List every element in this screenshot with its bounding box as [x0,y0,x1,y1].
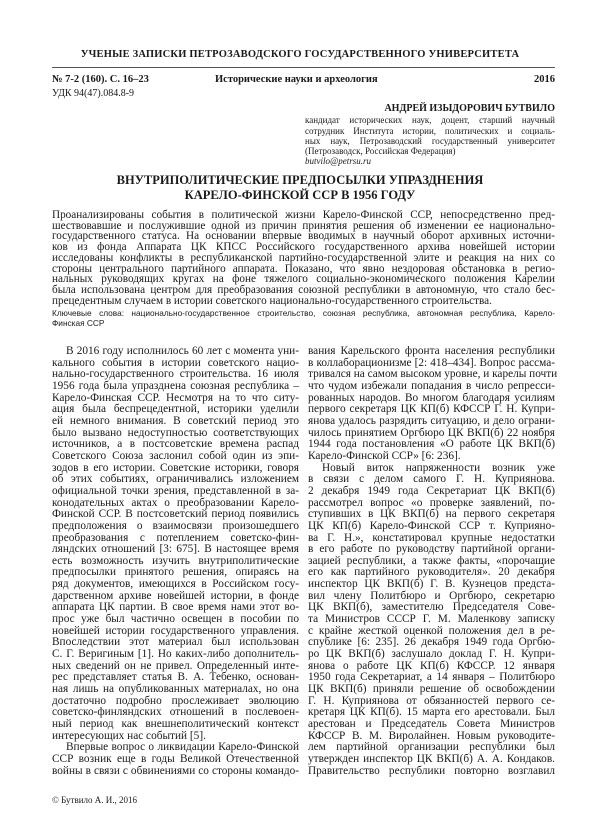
paragraph-line: ро ЦК ВКП(б) заслушало доклад Г. Н. Купри- [308,648,555,661]
paragraph-line: предположения о взаимосвязи произошедшего [52,519,299,532]
abstract-line: нальных руководящих кругах на фоне тяжелого социально-экономического положения Карелии [52,273,555,286]
author-affiliation-line: сотрудник Института истории, политических и социаль- [305,125,555,136]
header-divider [52,67,555,68]
abstract-line: прецедентным случаем в истории советского национально-государственного строительства. [52,294,492,307]
paragraph-line: в коллаборационизме [2: 418–434]. Вопрос рассма- [308,356,555,369]
paragraph-line: Финской ССР. В постсоветский период появились [52,508,299,521]
paragraph-line: ряд документов, имеющихся в Российском госу- [52,578,299,591]
paragraph-line: арестован и Председатель Совета Министров [308,718,555,730]
paragraph-line: прос уже был частично освещен в пособии по [52,613,299,626]
paragraph-line: ступивших в ЦК ВКП(б) на первого секретаря [308,508,555,521]
abstract-line: была использована центром для преобразования союзной республики в автономную, что стало бес- [52,283,555,296]
abstract-line: стороны центрального партийного аппарата. Показано, что явно нездоровая обстановка в регио- [52,262,555,275]
journal-title: УЧЕНЫЕ ЗАПИСКИ ПЕТРОЗАВОДСКОГО ГОСУДАРСТВЕННОГО УНИВЕРСИТЕТА [80,49,520,60]
paragraph-line: ей немного внимания. В советский период это [52,414,299,427]
paragraph-line: предпосылки принятого решения, опираясь на [52,566,299,579]
issue-info: № 7-2 (160). С. 16–23 [52,74,149,85]
keywords-line: Финская ССР [52,318,105,328]
paragraph-line: Новый виток напряженности возник уже [322,461,555,474]
body-column-left [52,346,299,777]
author-affiliation-line: кандидат исторических наук, доцент, старший научный [305,115,555,126]
article-title-line: ВНУТРИПОЛИТИЧЕСКИЕ ПРЕДПОСЫЛКИ УПРАЗДНЕНИЯ [116,173,484,187]
paragraph-line: интересующих нас событий [5]. [52,729,206,742]
paragraph-line: его как партийного руководителя». 20 декабря [308,566,555,579]
paragraph-line: в его работе по руководству партийной органи- [308,543,555,556]
paragraph-line: ЦК ВКП(б), заместителю Председателя Сове- [308,601,555,614]
paragraph-line: аппарата ЦК партии. В свое время нами этот во- [52,601,299,614]
paragraph-line: та Министров СССР Г. М. Маленкову записку [308,613,555,626]
paragraph-line: достаточно подробно прослеживает эволюцию [52,694,299,707]
paragraph-line: рассмотрел вопрос «о проверке заявлений, по- [308,496,555,509]
paragraph-line: ЦК КП(б) Карело-Финской ССР т. Куприяно- [308,519,555,532]
paragraph-line: с крайне жесткой оценкой положения дел в ре- [308,624,555,637]
paragraph-line: в связи с делом самого Г. Н. Куприянова. [308,473,555,486]
paragraph-line: есть возможность изучить внутриполитические [52,554,299,567]
paragraph-line: официальной точки зрения, представленной в за- [52,484,299,497]
paragraph-line: первого секретаря ЦК КП(б) КФССР Г. Н. Купри- [308,403,555,416]
abstract-line: исследованы конфликты в республиканской партийно-государственной элите и реакция на них со [52,251,555,264]
section-name: Исторические науки и археология [215,74,378,85]
keywords [52,308,555,328]
paragraph-line: 1950 года Секретариат, а 14 января – Политбюро [308,671,555,684]
paragraph-line: ССР возник еще в годы Великой Отечественной [52,752,299,765]
paragraph-line: 1956 года была упразднена союзная республика – [52,379,299,392]
paragraph-line: Карело-Финской ССР» [6: 236]. [308,449,461,462]
paragraph-line: вания Карельского фронта населения республики [308,345,555,357]
paragraph-line: новейшей истории государственного управления. [52,624,299,637]
paragraph-line: кретаря ЦК КП(б). 15 марта его арестовали. Был [308,706,555,719]
paragraph-line: КФССР В. М. Виролайнен. Новым руководите- [308,729,555,742]
paragraph-line: рованных народов. Во многом благодаря усилиям [308,391,555,404]
paragraph-line: конодательных актах о преобразовании Карело- [52,496,299,509]
paragraph-line: 2 декабря 1949 года Секретариат ЦК ВКП(б) [308,484,555,497]
paragraph-line: чилось принятием Оргбюро ЦК ВКП(б) 22 ноября [308,426,555,439]
author-name: АНДРЕЙ ИЗЫДОРОВИЧ БУТВИЛО [384,103,555,114]
year: 2016 [534,74,555,85]
paragraph-line: преобразования с потеплением советско-фин- [52,531,299,544]
paragraph-line: лем партийной организации республики был [308,741,555,754]
abstract-line: шествовавшие и послужившие одной из причин принятия решения об изменении ее национально- [52,219,555,232]
paragraph-line: инспектор ЦК ВКП(б) Г. В. Кузнецов предста- [308,578,555,591]
author-affiliation-line: ных наук, Петрозаводский государственный университет [305,135,555,146]
paragraph-line: С. Г. Веригиным [1]. Но каких-либо дополнитель- [52,648,299,661]
author-email[interactable]: butvilo@petrsu.ru [305,156,372,167]
paragraph-line: Правительство республики повторно возглавил [308,764,555,777]
article-title-line: КАРЕЛО-ФИНСКОЙ ССР В 1956 ГОДУ [184,188,416,202]
author-affiliation-line: (Петрозаводск, Российская Федерация) [305,146,456,157]
paragraph-line: зодов в его истории. Советские историки, говоря [52,461,299,474]
paragraph-line: войны в связи с обвинениями со стороны командо- [52,764,299,777]
paragraph-line: утвержден инспектор ЦК ВКП(б) А. А. Кондаков. [308,752,555,765]
paragraph-line: янова о работе ЦК КП(б) КФССР. 12 января [308,659,555,672]
body-column-right [308,345,558,777]
abstract-line: Проанализированы события в политической жизни Карело-Финской ССР, непосредственно пред- [52,209,555,221]
paragraph-line: Карело-Финская ССР. Несмотря на то что ситу- [52,391,299,404]
paragraph-line: что чудом избежали попадания в число репресси- [308,379,555,392]
paragraph-line: зацией республики, а также факты, «порочащие [308,554,555,567]
paragraph-line: советско-финляндских отношений в послевоен- [52,706,299,719]
paragraph-line: Советского Союза заслонил собой один из эпи- [52,449,299,462]
author-block [305,104,555,167]
copyright: © Бутвило А. И., 2016 [52,795,138,805]
keywords-line: Ключевые слова: национально-государственное строительство, союзная республика, автономная республика, Карело- [52,308,555,318]
paragraph-line: 1944 года постановления «О работе ЦК ВКП(б) [308,438,555,451]
paragraph-line: ных сведений он не привел. Определенный инте- [52,659,299,672]
paragraph-line: Впервые вопрос о ликвидации Карело-Финской [66,741,299,754]
abstract-line: государственного статуса. На основании впервые вводимых в научный оборот архивных источни- [52,230,555,243]
paragraph-line: источников, а в постсоветские времена распад [52,438,299,451]
paragraph-line: ЦК ВКП(б) приняли решение об освобождении [308,683,555,696]
paragraph-line: янова удалось разрядить ситуацию, и дело ограни- [308,414,555,427]
paragraph-line: ва Г. Н.», констатировал крупные недостатки [308,531,555,544]
paragraph-line: В 2016 году исполнилось 60 лет с момента уни- [66,345,299,357]
abstract-line: ков из фонда Аппарата ЦК КПСС Российского государственного архива новейшей истории [52,241,555,254]
paragraph-line: об этих событиях, ограничивались изложением [52,473,299,486]
paragraph-line: ация была беспрецедентной, историки уделили [52,403,299,416]
paragraph-line: дарственном архиве новейшей истории, в фонде [52,589,299,602]
paragraph-line: тривался на самом высоком уровне, и карелы почти [308,368,558,381]
paragraph-line: Г. Н. Куприянова от обязанностей первого се- [308,694,555,707]
article-title [0,173,600,203]
udc-code: УДК 94(47).084.8-9 [52,88,135,99]
paragraph-line: нально-государственного строительства. 16 июля [52,368,299,381]
paragraph-line: ляндских отношений [3: 675]. В настоящее время [52,543,299,556]
paragraph-line: было вызвано недоступностью соответствующих [52,426,299,439]
paragraph-line: ный период как внешнеполитический контекст [52,718,299,730]
paragraph-line: спублике [6: 235]. 26 декабря 1949 года Оргбю- [308,636,555,649]
paragraph-line: ная лишь на опубликованных материалах, но она [52,683,299,696]
paragraph-line: рес представляет статья В. А. Тебенко, основан- [52,671,299,684]
abstract [52,210,555,306]
paragraph-line: вил члену Политбюро и Оргбюро, секретарю [308,589,555,602]
paragraph-line: Впоследствии этот материал был использован [52,636,299,649]
paragraph-line: кального события в истории советского нацио- [52,356,299,369]
